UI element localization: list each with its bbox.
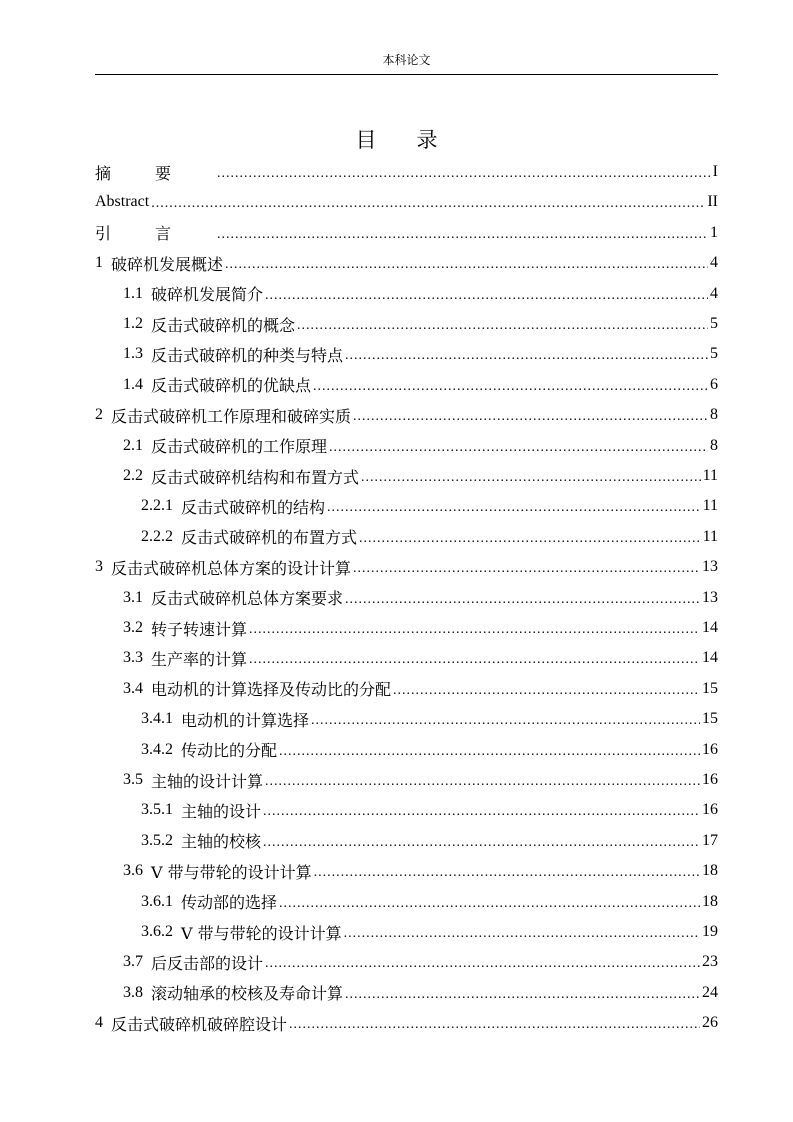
toc-entry-number: 1.1 (123, 284, 143, 302)
dot-leader (353, 408, 708, 430)
toc-entry-page: 1 (710, 223, 718, 241)
toc-entry-number: 3 (95, 558, 103, 576)
toc-entry-number: 2 (95, 406, 103, 424)
dot-leader (314, 864, 700, 886)
toc-entry-label: 反击式破碎机总体方案的设计计算 (111, 558, 352, 578)
toc-entry-label: 后反击部的设计 (151, 953, 264, 973)
toc-entry-number: 3.5.1 (141, 801, 173, 819)
dot-leader (217, 226, 708, 248)
dot-leader (344, 925, 700, 947)
toc-entry-page: 17 (702, 831, 718, 849)
toc-entry-page: 11 (702, 497, 718, 515)
toc-entry-label: Abstract (95, 193, 150, 211)
toc-entry-label: 反击式破碎机破碎腔设计 (111, 1014, 288, 1034)
toc-entry-page: 24 (702, 983, 718, 1001)
toc-entry-number: 1.3 (123, 345, 143, 363)
dot-leader (249, 651, 700, 673)
toc-entry-page: 4 (710, 254, 718, 272)
toc-entry-label: 反击式破碎机的概念 (151, 315, 296, 335)
toc-entry-page: 14 (702, 619, 718, 636)
toc-entry[interactable] (123, 339, 718, 369)
toc-entry[interactable] (141, 826, 718, 856)
toc-entry-label: V 带与带轮的设计计算 (181, 923, 342, 943)
dot-leader (311, 712, 700, 734)
toc-entry[interactable] (95, 552, 718, 582)
toc-entry-page: 16 (702, 740, 718, 758)
toc-entry-number: 3.5.2 (141, 831, 173, 849)
toc-entry-label: 破碎机发展概述 (111, 254, 224, 274)
toc-title: 目录 (355, 128, 478, 152)
dot-leader (263, 834, 700, 856)
toc-entry-number: 3.7 (123, 953, 143, 971)
toc-entry-label: 电动机的计算选择及传动比的分配 (151, 680, 392, 700)
toc-entry-page: 16 (702, 801, 718, 819)
toc-entry-label: 反击式破碎机结构和布置方式 (151, 467, 360, 487)
toc-entry[interactable] (141, 491, 718, 521)
toc-entry-number: 3.4 (123, 679, 143, 697)
dot-leader (345, 347, 708, 369)
toc-entry[interactable] (123, 856, 718, 886)
toc-entry-page: 11 (702, 527, 718, 545)
toc-entry-page: 15 (702, 710, 718, 728)
toc-entry-page: 18 (702, 862, 718, 880)
toc-entry[interactable] (123, 309, 718, 339)
toc-entry-page: 6 (710, 375, 718, 393)
toc-entry-label: 滚动轴承的校核及寿命计算 (151, 984, 344, 1004)
dot-leader (297, 317, 708, 339)
toc-entry-page: 8 (710, 406, 718, 424)
toc-entry[interactable] (123, 431, 718, 461)
toc-entry[interactable] (141, 735, 718, 765)
toc-entry-label: 引言 (95, 224, 216, 244)
toc-entry[interactable] (123, 674, 718, 704)
toc-entry-number: 3.4.2 (141, 740, 173, 758)
toc-entry-number: 3.8 (123, 983, 143, 1001)
toc-entry-number: 2.2.2 (141, 527, 173, 545)
toc-entry[interactable] (141, 522, 718, 552)
toc-entry[interactable] (95, 157, 718, 187)
dot-leader (361, 469, 701, 491)
toc-entry-page: 19 (702, 923, 718, 940)
toc-entry-number: 3.5 (123, 771, 143, 788)
toc-entry-page: 4 (710, 284, 718, 302)
toc-entry-page: 14 (702, 649, 718, 667)
dot-leader (263, 803, 700, 825)
toc-entry-number: 3.4.1 (141, 710, 173, 728)
toc-entry-page: 23 (702, 953, 718, 971)
toc-entry-number: 2.1 (123, 436, 143, 454)
toc-entry-label: 摘要 (95, 163, 216, 183)
toc-entry-label: 反击式破碎机的优缺点 (151, 376, 312, 396)
toc-entry[interactable] (95, 248, 718, 278)
toc-entry[interactable] (123, 947, 718, 977)
toc-entry-number: 1.2 (123, 315, 143, 332)
toc-entry-page: 5 (710, 345, 718, 363)
toc-entry-page: 5 (710, 315, 718, 332)
dot-leader (265, 287, 708, 309)
toc-entry-label: 反击式破碎机的工作原理 (151, 437, 328, 457)
toc-entry-page: II (707, 193, 718, 211)
dot-leader (217, 165, 711, 187)
toc-entry[interactable] (95, 1008, 718, 1038)
toc-entry[interactable] (95, 400, 718, 430)
toc-entry-label: 反击式破碎机的种类与特点 (151, 345, 344, 365)
dot-leader (353, 560, 700, 582)
toc-entry-label: 反击式破碎机的结构 (181, 497, 326, 517)
page-header (95, 50, 718, 75)
toc-entry-page: 18 (702, 892, 718, 910)
dot-leader (393, 682, 700, 704)
toc-entry[interactable] (123, 370, 718, 400)
dot-leader (327, 499, 701, 521)
toc-entry-label: 反击式破碎机工作原理和破碎实质 (111, 406, 352, 426)
dot-leader (225, 256, 708, 278)
toc-entry-label: 反击式破碎机的布置方式 (181, 528, 358, 548)
toc-entry[interactable] (123, 978, 718, 1008)
toc-entry-label: 主轴的设计计算 (151, 771, 264, 791)
toc-entry[interactable] (141, 795, 718, 825)
toc-entry-label: 电动机的计算选择 (181, 710, 310, 730)
toc-entry-page: 13 (702, 588, 718, 606)
toc-entry-number: 4 (95, 1014, 103, 1032)
toc-entry-label: 主轴的校核 (181, 832, 262, 852)
dot-leader (265, 773, 700, 795)
toc-entry-number: 3.6 (123, 862, 143, 880)
dot-leader (329, 439, 708, 461)
toc-entry-number: 3.6.1 (141, 892, 173, 910)
toc-entry[interactable] (123, 643, 718, 673)
toc-entry[interactable] (123, 583, 718, 613)
toc-entry-page: 11 (702, 467, 718, 484)
toc-entry[interactable] (123, 279, 718, 309)
toc-entry[interactable] (123, 613, 718, 643)
toc-entry-page: I (712, 163, 718, 180)
toc-entry-number: 3.6.2 (141, 923, 173, 940)
toc-entry-page: 8 (710, 436, 718, 454)
toc-entry-label: 破碎机发展简介 (151, 285, 264, 305)
toc-entry-page: 16 (702, 771, 718, 788)
toc-entry-label: 主轴的设计 (181, 801, 262, 821)
dot-leader (249, 621, 700, 643)
toc-entry-number: 3.2 (123, 619, 143, 636)
toc-entry[interactable] (95, 187, 718, 217)
toc-entry-page: 26 (702, 1014, 718, 1032)
toc-entry-label: 生产率的计算 (151, 649, 248, 669)
toc-entry-page: 15 (702, 679, 718, 697)
toc-entry[interactable] (141, 704, 718, 734)
toc-entry[interactable] (123, 461, 718, 491)
toc-entry-number: 1.4 (123, 375, 143, 393)
toc-entry-page: 13 (702, 558, 718, 576)
dot-leader (359, 530, 701, 552)
toc-entry[interactable] (141, 887, 718, 917)
dot-leader (279, 895, 700, 917)
toc-entry-label: 转子转速计算 (151, 619, 248, 639)
toc-entry-number: 2.2 (123, 467, 143, 484)
dot-leader (151, 195, 705, 217)
dot-leader (345, 591, 700, 613)
toc-entry[interactable] (95, 218, 718, 248)
dot-leader (345, 986, 700, 1008)
toc-entry[interactable] (141, 917, 718, 947)
toc-entry-label: 反击式破碎机总体方案要求 (151, 589, 344, 609)
toc-entry-label: 传动部的选择 (181, 893, 278, 913)
dot-leader (313, 378, 708, 400)
dot-leader (289, 1016, 700, 1038)
toc-entry-label: V 带与带轮的设计计算 (151, 862, 312, 882)
toc-entry-number: 2.2.1 (141, 497, 173, 515)
toc-entry-number: 1 (95, 254, 103, 272)
dot-leader (265, 955, 700, 977)
toc-entry-label: 传动比的分配 (181, 741, 278, 761)
dot-leader (279, 743, 700, 765)
toc-entry[interactable] (123, 765, 718, 795)
header-text: 本科论文 (382, 53, 431, 67)
toc-entry-number: 3.3 (123, 649, 143, 667)
toc-entry-number: 3.1 (123, 588, 143, 606)
